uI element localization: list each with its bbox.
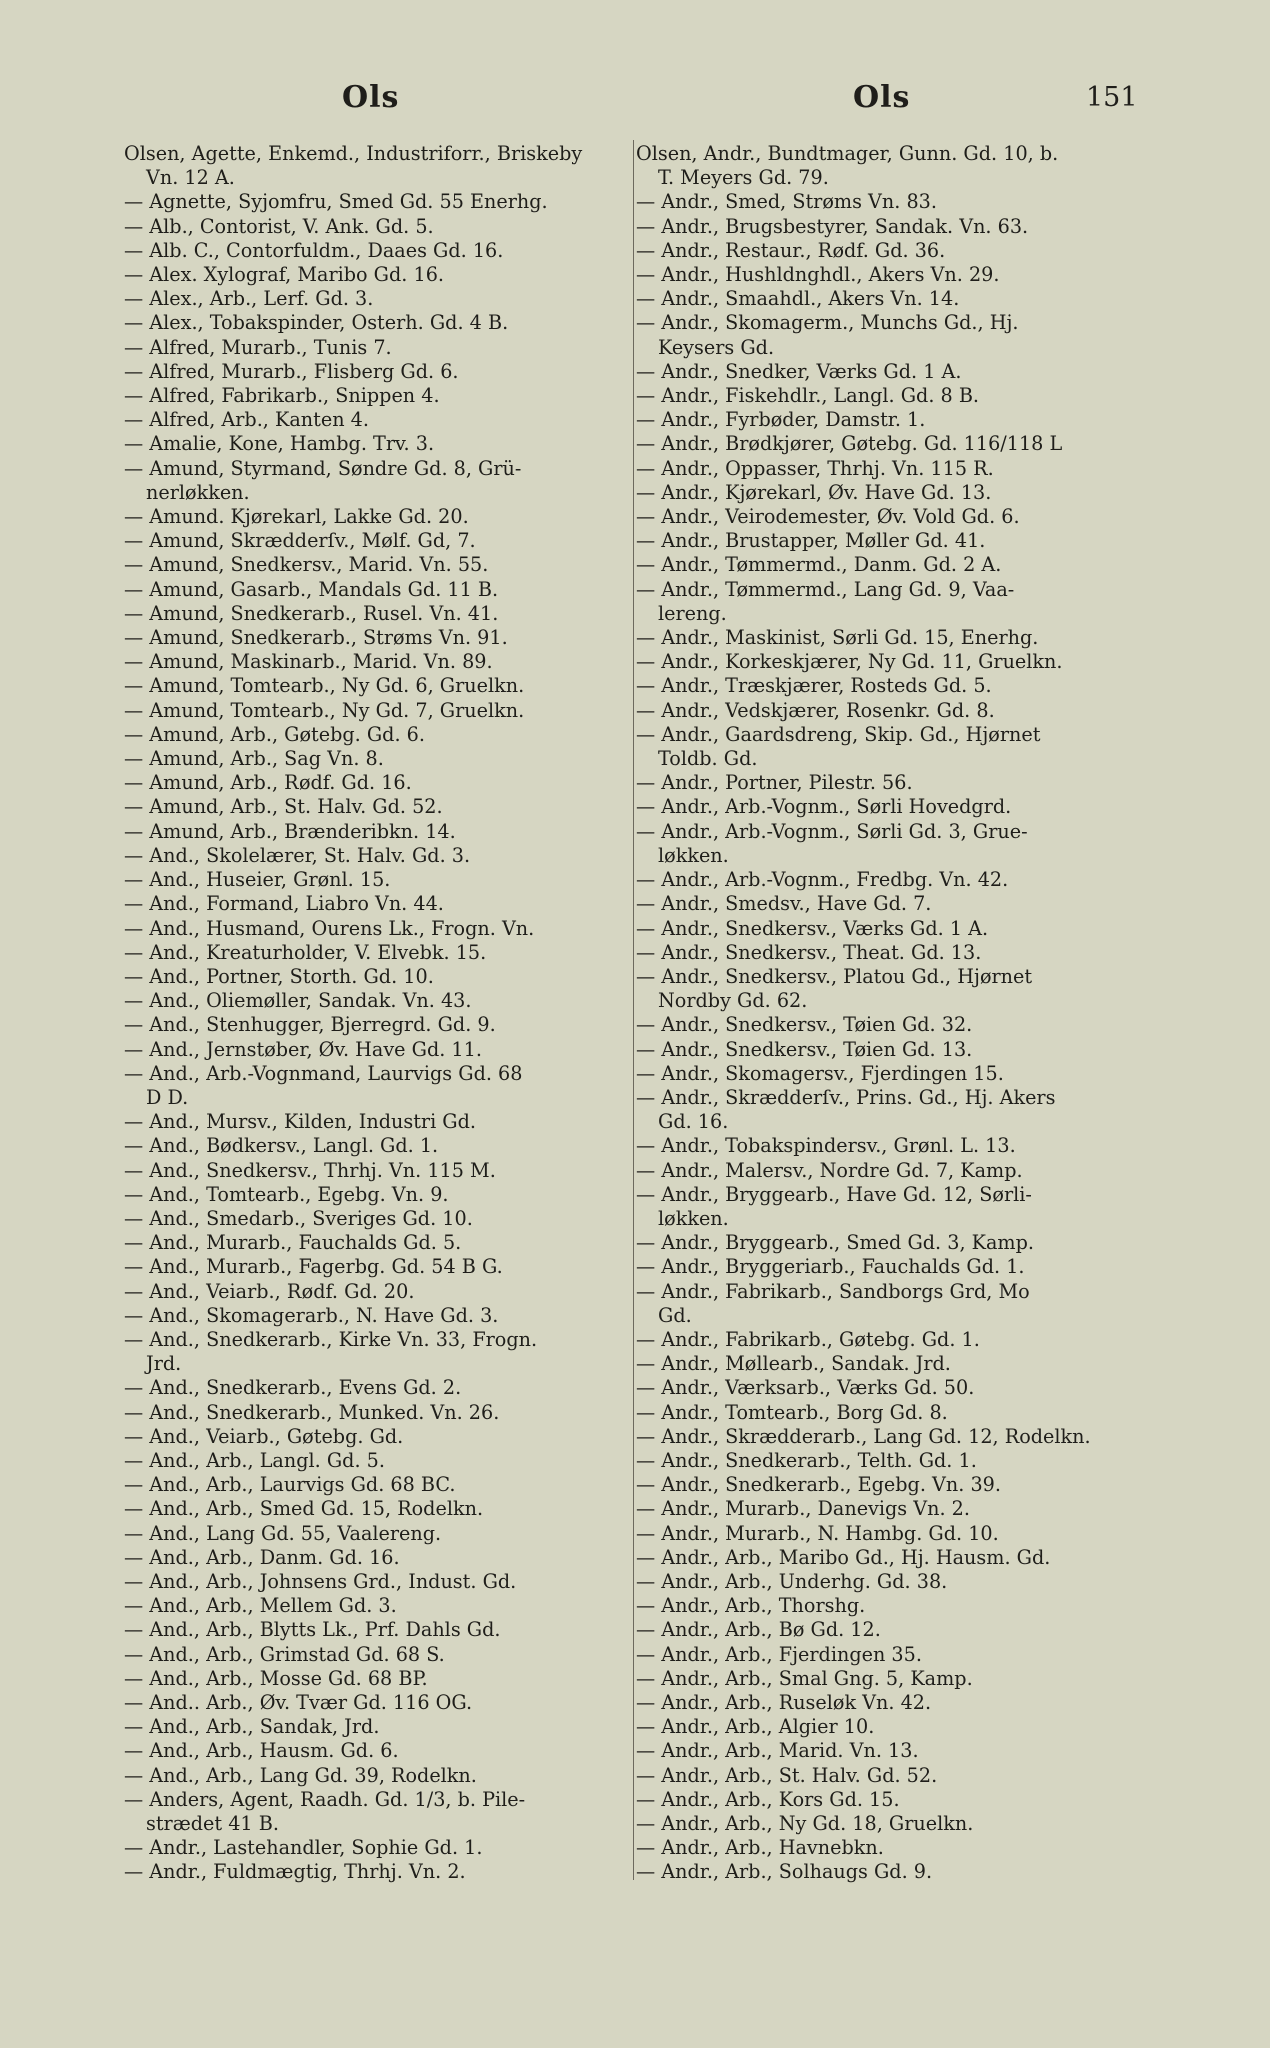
directory-entry: — And., Murarb., Fagerbg. Gd. 54 B G.	[124, 1255, 503, 1279]
directory-entry: — Andr., Snedker, Værks Gd. 1 A.	[636, 359, 962, 383]
directory-entry: — Andr., Hushldnghdl., Akers Vn. 29.	[636, 263, 1000, 287]
running-head-right: Ols	[853, 80, 911, 115]
directory-entry: — Amund, Maskinarb., Marid. Vn. 89.	[124, 650, 493, 674]
directory-entry: — And., Lang Gd. 55, Vaalereng.	[124, 1521, 442, 1545]
directory-entry: — Andr., Arb.-Vognm., Sørli Hovedgrd.	[636, 795, 1012, 819]
directory-entry: — Amalie, Kone, Hambg. Trv. 3.	[124, 432, 435, 456]
directory-entry: — Andr., Smaahdl., Akers Vn. 14.	[636, 287, 960, 311]
directory-entry: — Andr., Arb., Ruseløk Vn. 42.	[636, 1691, 932, 1714]
directory-entry: — And., Huseier, Grønl. 15.	[124, 868, 391, 892]
directory-entry: — Andr., Murarb., N. Hambg. Gd. 10.	[636, 1521, 999, 1545]
directory-entry: — And., Kreaturholder, V. Elvebk. 15.	[124, 940, 487, 964]
directory-entry: — Andr., Arb., Fjerdingen 35.	[636, 1642, 922, 1666]
directory-entry: — Alfred, Murarb., Flisberg Gd. 6.	[124, 359, 459, 383]
directory-entry: — Alex. Xylograf, Maribo Gd. 16.	[124, 263, 445, 287]
page-number: 151	[1086, 82, 1138, 113]
directory-entry: — Andr., Arb., Solhaugs Gd. 9.	[636, 1860, 933, 1884]
directory-entry: — Andr., Arb., St. Halv. Gd. 52.	[636, 1763, 938, 1787]
directory-entry: — Andr., Arb., Smal Gng. 5, Kamp.	[636, 1666, 973, 1690]
directory-entry: — Anders, Agent, Raadh. Gd. 1/3, b. Pile-	[124, 1787, 526, 1811]
directory-entry: — Andr., Arb., Algier 10.	[636, 1715, 875, 1739]
right-column	[636, 142, 1136, 1885]
directory-entry: — Andr., Snedkersv., Theat. Gd. 13.	[636, 940, 982, 964]
directory-entry: — Andr., Arb.-Vognm., Fredbg. Vn. 42.	[636, 868, 1009, 892]
directory-entry: — And., Snedkerarb., Kirke Vn. 33, Frogn.	[124, 1327, 538, 1351]
directory-entry: — Andr., Tømmermd., Lang Gd. 9, Vaa-	[636, 577, 1015, 601]
directory-entry: — Andr., Møllearb., Sandak. Jrd.	[636, 1352, 951, 1376]
directory-entry: — Andr., Arb.-Vognm., Sørli Gd. 3, Grue-	[636, 819, 1028, 843]
directory-entry: — Andr., Brustapper, Møller Gd. 41.	[636, 529, 986, 553]
directory-entry: — And., Arb., Blytts Lk., Prf. Dahls Gd.	[124, 1618, 501, 1642]
entry-continuation: T. Meyers Gd. 79.	[658, 166, 829, 190]
directory-entry: — Andr., Restaur., Rødf. Gd. 36.	[636, 238, 946, 262]
running-head-left: Ols	[342, 80, 400, 115]
directory-entry: — Andr., Vedskjærer, Rosenkr. Gd. 8.	[636, 698, 995, 722]
directory-entry: — Andr., Gaardsdreng, Skip. Gd., Hjørnet	[636, 722, 1041, 746]
directory-entry: — Andr., Tømmermd., Danm. Gd. 2 A.	[636, 553, 1002, 577]
entry-continuation: Nordby Gd. 62.	[658, 989, 808, 1013]
directory-entry: — Andr., Korkeskjærer, Ny Gd. 11, Gruelkn.	[636, 650, 1063, 674]
directory-entry: — Amund, Tomtearb., Ny Gd. 7, Gruelkn.	[124, 698, 525, 722]
directory-entry: — Amund, Snedkersv., Marid. Vn. 55.	[124, 553, 489, 577]
directory-entry: — Andr., Oppasser, Thrhj. Vn. 115 R.	[636, 456, 994, 480]
directory-entry: — And., Veiarb., Rødf. Gd. 20.	[124, 1279, 415, 1303]
directory-entry: — And., Oliemøller, Sandak. Vn. 43.	[124, 989, 472, 1013]
directory-entry: — And., Husmand, Ourens Lk., Frogn. Vn.	[124, 916, 535, 940]
entry-continuation: nerløkken.	[146, 480, 250, 504]
directory-entry: — Andr., Fyrbøder, Damstr. 1.	[636, 408, 926, 432]
directory-entry: — Andr., Skomagersv., Fjerdingen 15.	[636, 1061, 1004, 1085]
directory-entry: — Andr., Fabrikarb., Gøtebg. Gd. 1.	[636, 1327, 980, 1351]
directory-entry: — Andr., Fiskehdlr., Langl. Gd. 8 B.	[636, 384, 980, 408]
directory-entry: — Andr., Træskjærer, Rosteds Gd. 5.	[636, 674, 992, 698]
directory-entry: — Andr., Bryggearb., Smed Gd. 3, Kamp.	[636, 1231, 1035, 1255]
directory-entry: — And., Arb., Johnsens Grd., Indust. Gd.	[124, 1569, 517, 1593]
directory-entry: — Amund, Snedkerarb., Strøms Vn. 91.	[124, 626, 508, 650]
entry-continuation: D D.	[146, 1085, 189, 1109]
directory-entry: — Andr., Bryggeriarb., Fauchalds Gd. 1.	[636, 1255, 1025, 1279]
directory-entry: — And., Arb.-Vognmand, Laurvigs Gd. 68	[124, 1061, 523, 1085]
directory-entry: — Andr., Snedkersv., Tøien Gd. 32.	[636, 1013, 973, 1037]
directory-entry: — Andr., Tobakspindersv., Grønl. L. 13.	[636, 1134, 1016, 1158]
directory-entry: — And., Tomtearb., Egebg. Vn. 9.	[124, 1182, 449, 1206]
entry-continuation: Jrd.	[146, 1352, 182, 1376]
directory-entry: — Andr., Brødkjører, Gøtebg. Gd. 116/118 L	[636, 432, 1063, 456]
directory-entry: — Amund, Arb., Rødf. Gd. 16.	[124, 771, 412, 795]
directory-entry: — And., Arb., Danm. Gd. 16.	[124, 1545, 400, 1569]
directory-entry: — Andr., Smedsv., Have Gd. 7.	[636, 892, 932, 916]
directory-entry: — And., Arb., Smed Gd. 15, Rodelkn.	[124, 1497, 484, 1521]
directory-entry: — And., Arb., Hausm. Gd. 6.	[124, 1739, 399, 1763]
directory-entry: — Andr., Snedkersv., Platou Gd., Hjørnet	[636, 964, 1033, 988]
directory-entry: — And., Veiarb., Gøtebg. Gd.	[124, 1424, 404, 1448]
directory-entry: — Andr., Murarb., Danevigs Vn. 2.	[636, 1497, 970, 1521]
directory-entry: — And., Arb., Mellem Gd. 3.	[124, 1594, 397, 1618]
directory-entry: — Andr., Arb., Ny Gd. 18, Gruelkn.	[636, 1812, 974, 1836]
directory-entry: — Andr., Fabrikarb., Sandborgs Grd, Mo	[636, 1279, 1030, 1303]
directory-entry: — Andr., Arb., Maribo Gd., Hj. Hausm. Gd.	[636, 1545, 1051, 1569]
directory-entry: — And., Snedkersv., Thrhj. Vn. 115 M.	[124, 1158, 496, 1182]
entry-continuation: Gd.	[658, 1303, 692, 1327]
directory-entry: — And., Portner, Storth. Gd. 10.	[124, 964, 434, 988]
directory-entry: — And., Formand, Liabro Vn. 44.	[124, 892, 444, 916]
directory-entry: — Andr., Snedkerarb., Egebg. Vn. 39.	[636, 1473, 1001, 1497]
directory-entry: — Alfred, Murarb., Tunis 7.	[124, 335, 392, 359]
directory-entry: — Andr., Skrædderarb., Lang Gd. 12, Rodelkn.	[636, 1424, 1091, 1448]
directory-entry: — Alfred, Arb., Kanten 4.	[124, 408, 369, 432]
directory-entry: — Agnette, Syjomfru, Smed Gd. 55 Enerhg.	[124, 190, 548, 214]
directory-entry: — And., Arb., Lang Gd. 39, Rodelkn.	[124, 1763, 477, 1787]
directory-entry: — Amund. Kjørekarl, Lakke Gd. 20.	[124, 505, 469, 529]
directory-entry: — Andr., Arb., Thorshg.	[636, 1594, 866, 1618]
directory-entry: — Amund, Arb., Gøtebg. Gd. 6.	[124, 722, 425, 746]
directory-entry: — And., Mursv., Kilden, Industri Gd.	[124, 1110, 477, 1134]
directory-entry: — And., Skomagerarb., N. Have Gd. 3.	[124, 1303, 499, 1327]
entry-continuation: lereng.	[658, 601, 727, 625]
entry-continuation: Gd. 16.	[658, 1110, 729, 1134]
directory-entry: — Andr., Kjørekarl, Øv. Have Gd. 13.	[636, 480, 992, 504]
directory-entry: — Amund, Arb., St. Halv. Gd. 52.	[124, 795, 443, 819]
directory-entry: — Andr., Arb., Marid. Vn. 13.	[636, 1739, 919, 1763]
directory-entry: — Amund, Gasarb., Mandals Gd. 11 B.	[124, 577, 499, 601]
directory-entry: — Amund, Tomtearb., Ny Gd. 6, Gruelkn.	[124, 674, 525, 698]
column-divider	[633, 140, 634, 1880]
directory-entry: — Andr., Arb., Underhg. Gd. 38.	[636, 1569, 948, 1593]
left-column	[124, 142, 634, 1885]
directory-entry: — And., Skolelærer, St. Halv. Gd. 3.	[124, 843, 471, 867]
directory-entry: — Andr., Bryggearb., Have Gd. 12, Sørli-	[636, 1182, 1032, 1206]
directory-entry: — Amund, Arb., Sag Vn. 8.	[124, 747, 384, 771]
entry-continuation: strædet 41 B.	[146, 1812, 279, 1836]
directory-entry: — And., Smedarb., Sveriges Gd. 10.	[124, 1206, 473, 1230]
entry-continuation: løkken.	[658, 1206, 729, 1230]
entry-continuation: Toldb. Gd.	[658, 747, 758, 771]
directory-entry: — Alb., Contorist, V. Ank. Gd. 5.	[124, 214, 434, 238]
directory-entry: — And.. Arb., Øv. Tvær Gd. 116 OG.	[124, 1691, 473, 1714]
directory-entry: — And., Arb., Laurvigs Gd. 68 BC.	[124, 1473, 456, 1497]
directory-entry: — Andr., Arb., Bø Gd. 12.	[636, 1618, 881, 1642]
directory-entry: — And., Snedkerarb., Munked. Vn. 26.	[124, 1400, 500, 1424]
directory-entry: — Andr., Portner, Pilestr. 56.	[636, 771, 913, 795]
directory-entry: — And., Bødkersv., Langl. Gd. 1.	[124, 1134, 439, 1158]
directory-entry: Olsen, Agette, Enkemd., Industriforr., Briskeby	[124, 142, 583, 165]
directory-entry: — Andr., Smed, Strøms Vn. 83.	[636, 190, 937, 214]
directory-entry: — Andr., Snedkersv., Tøien Gd. 13.	[636, 1037, 973, 1061]
directory-entry: — Andr., Snedkersv., Værks Gd. 1 A.	[636, 916, 989, 940]
directory-entry: — Amund, Styrmand, Søndre Gd. 8, Grü-	[124, 456, 522, 480]
directory-entry: — And., Arb., Mosse Gd. 68 BP.	[124, 1666, 428, 1690]
directory-entry: — And., Murarb., Fauchalds Gd. 5.	[124, 1231, 462, 1255]
directory-entry: — Andr., Malersv., Nordre Gd. 7, Kamp.	[636, 1158, 1023, 1182]
directory-entry: — And., Arb., Langl. Gd. 5.	[124, 1448, 385, 1472]
directory-entry: Olsen, Andr., Bundtmager, Gunn. Gd. 10, b.	[636, 142, 1059, 165]
directory-entry: — Alex., Arb., Lerf. Gd. 3.	[124, 287, 374, 311]
directory-entry: — Amund, Snedkerarb., Rusel. Vn. 41.	[124, 601, 499, 625]
directory-entry: — Andr., Brugsbestyrer, Sandak. Vn. 63.	[636, 214, 1029, 238]
directory-entry: — Andr., Snedkerarb., Telth. Gd. 1.	[636, 1448, 977, 1472]
entry-continuation: løkken.	[658, 843, 729, 867]
directory-entry: — Andr., Fuldmægtig, Thrhj. Vn. 2.	[124, 1860, 466, 1884]
directory-entry: — Amund, Skrædderſv., Mølf. Gd, 7.	[124, 529, 476, 553]
directory-entry: — And., Jernstøber, Øv. Have Gd. 11.	[124, 1037, 482, 1061]
directory-entry: — Andr., Tomtearb., Borg Gd. 8.	[636, 1400, 948, 1424]
directory-entry: — Alb. C., Contorfuldm., Daaes Gd. 16.	[124, 238, 504, 262]
directory-entry: — Andr., Lastehandler, Sophie Gd. 1.	[124, 1836, 483, 1860]
entry-continuation: Keysers Gd.	[658, 335, 775, 359]
directory-entry: — Amund, Arb., Brænderibkn. 14.	[124, 819, 456, 843]
directory-entry: — Andr., Arb., Kors Gd. 15.	[636, 1787, 900, 1811]
directory-entry: — And., Stenhugger, Bjerregrd. Gd. 9.	[124, 1013, 496, 1037]
entry-continuation: Vn. 12 A.	[146, 166, 235, 190]
directory-entry: — And., Arb., Sandak, Jrd.	[124, 1715, 380, 1739]
directory-entry: — Andr., Arb., Havnebkn.	[636, 1836, 884, 1860]
directory-entry: — Alfred, Fabrikarb., Snippen 4.	[124, 384, 440, 408]
directory-entry: — Andr., Maskinist, Sørli Gd. 15, Enerhg.	[636, 626, 1039, 650]
directory-entry: — Andr., Værksarb., Værks Gd. 50.	[636, 1376, 975, 1400]
directory-entry: — Andr., Skrædderſv., Prins. Gd., Hj. Akers	[636, 1085, 1056, 1109]
directory-entry: — Alex., Tobakspinder, Osterh. Gd. 4 B.	[124, 311, 509, 335]
directory-entry: — And., Snedkerarb., Evens Gd. 2.	[124, 1376, 462, 1400]
directory-entry: — And., Arb., Grimstad Gd. 68 S.	[124, 1642, 445, 1666]
directory-entry: — Andr., Veirodemester, Øv. Vold Gd. 6.	[636, 505, 1020, 529]
directory-entry: — Andr., Skomagerm., Munchs Gd., Hj.	[636, 311, 1019, 335]
